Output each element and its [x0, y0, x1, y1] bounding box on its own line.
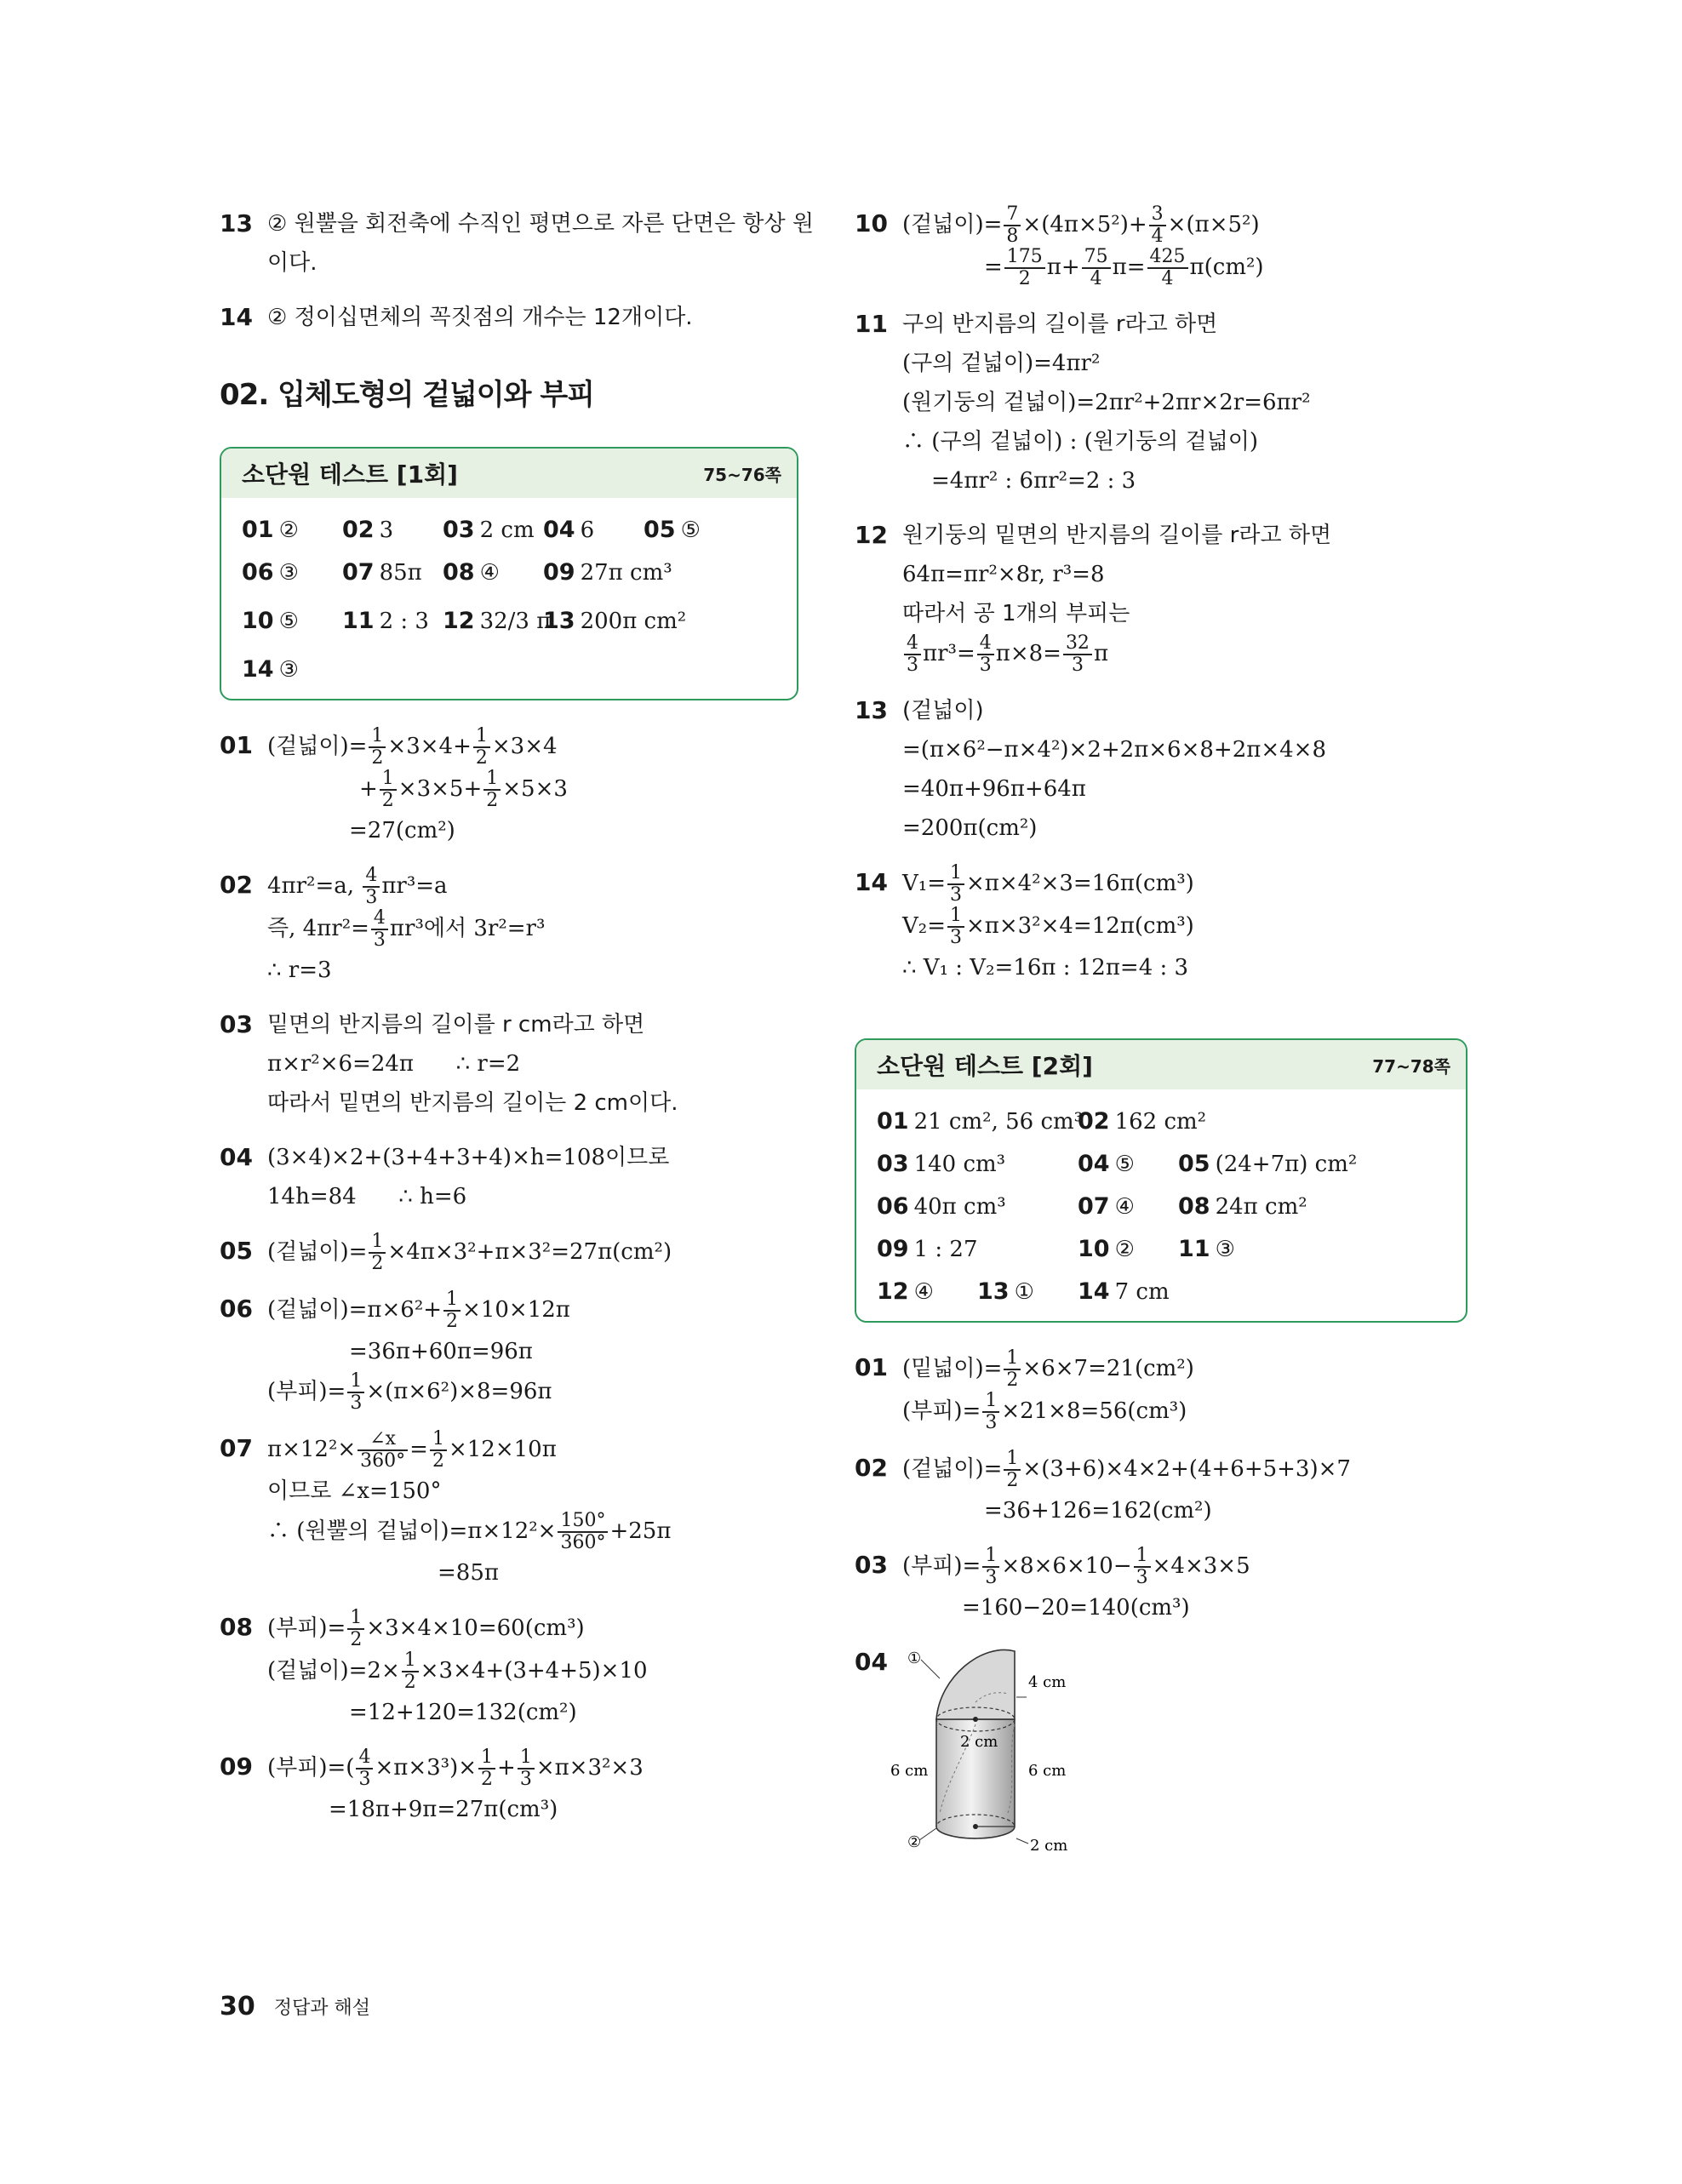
solution-line: V₁= $\frac{1}{3}$ ×π×4²×3=16π(cm³) [902, 862, 1194, 906]
solution-line: 따라서 공 1개의 부피는 [902, 601, 1130, 626]
answer-cell: 14 ③ [242, 655, 299, 683]
answer-cell: 09 1 : 27 [877, 1235, 978, 1262]
solution-01 [220, 726, 798, 850]
fraction: $\frac{1}{2}$ [478, 1747, 495, 1790]
fraction: $\frac{1}{2}$ [473, 726, 490, 769]
solution-09 [220, 1747, 798, 1829]
answer-cell: 03 2 cm [443, 516, 535, 543]
answer-row [877, 1270, 1445, 1312]
unit-test-box-1 [220, 447, 798, 700]
solution-line: (원기둥의 겉넓이)=2πr²+2πr×2r=6πr² [902, 390, 1311, 415]
item-number: 06 [220, 1295, 253, 1323]
item-number: 07 [220, 1434, 253, 1462]
solution-line: 따라서 밑면의 반지름의 길이는 2 cm이다. [267, 1090, 678, 1116]
solution-03 [220, 1005, 798, 1123]
fraction: $\frac{1}{3}$ [982, 1391, 999, 1433]
fraction: $\frac{425}{4}$ [1147, 247, 1188, 289]
item-number: 03 [855, 1551, 888, 1579]
fraction: $\frac{4}{3}$ [904, 633, 921, 676]
item-number: 09 [220, 1752, 253, 1781]
solution2-04 [855, 1643, 1467, 1864]
fraction: $\frac{4}{3}$ [977, 633, 994, 676]
cut-cylinder-figure [889, 1643, 1110, 1855]
solution-line: (겉넓이)= $\frac{1}{2}$ ×(3+6)×4×2+(4+6+5+3)×7 [902, 1448, 1351, 1491]
answer-cell: 09 27π cm³ [543, 558, 672, 586]
label-top: 4 cm [1028, 1673, 1067, 1691]
answer-row [877, 1100, 1445, 1142]
fraction: $\frac{1}{2}$ [1004, 1348, 1021, 1391]
item-number: 01 [855, 1353, 888, 1381]
solution-line: V₂= $\frac{1}{3}$ ×π×3²×4=12π(cm³) [902, 905, 1194, 948]
answer-cell: 12 32/3 π [443, 607, 552, 634]
answer-row [877, 1185, 1445, 1227]
fraction: $\frac{1}{2}$ [430, 1429, 447, 1472]
item-number: 02 [220, 871, 253, 899]
solution-12 [855, 516, 1467, 676]
solution2-03 [855, 1546, 1467, 1627]
box-pages: 77~78쪽 [1372, 1055, 1450, 1077]
item-number: 14 [220, 303, 253, 331]
solution-line: =12+120=132(cm²) [349, 1700, 577, 1725]
answer-cell: 14 7 cm [1078, 1278, 1170, 1305]
solution-line: (겉넓이)= $\frac{7}{8}$ ×(4π×5²)+ $\frac{3}{4}$ ×(π×5²) [902, 203, 1260, 247]
fraction: $\frac{1}{2}$ [369, 1232, 386, 1274]
solution-line: (겉넓이)= $\frac{1}{2}$ ×3×4+ $\frac{1}{2}$ ×3×4 [267, 725, 558, 769]
label-mid: 2 cm [960, 1733, 998, 1751]
solution-line: (겉넓이)=2× $\frac{1}{2}$ ×3×4+(3+4+5)×10 [267, 1649, 648, 1693]
box-answers [221, 498, 797, 699]
item-number: 04 [855, 1648, 888, 1676]
answer-row [242, 648, 776, 690]
solution-line: (부피)=( $\frac{4}{3}$ ×π×3³)× $\frac{1}{2}$ + $\frac{1}{3}$ ×π×3²×3 [267, 1747, 644, 1790]
solution-line: =160−20=140(cm³) [962, 1595, 1190, 1621]
left-column [220, 204, 814, 1844]
answer-cell: 01 ② [242, 516, 299, 543]
solution-line: =27(cm²) [349, 818, 455, 843]
answer-cell: 07 ④ [1078, 1192, 1135, 1220]
fraction: $\frac{4}{3}$ [371, 908, 388, 951]
solution-05 [220, 1232, 798, 1274]
unit-test-box-2 [855, 1038, 1467, 1323]
label-1: ① [907, 1649, 922, 1667]
label-bottom: 2 cm [1030, 1837, 1068, 1855]
fraction: $\frac{1}{2}$ [380, 769, 397, 811]
answer-cell: 06 ③ [242, 558, 299, 586]
item-number: 14 [855, 868, 888, 896]
cut-piece [936, 1649, 1015, 1719]
solution-line: =4πr² : 6πr²=2 : 3 [931, 468, 1136, 494]
solution-07 [220, 1429, 798, 1592]
solution-line: (부피)= $\frac{1}{3}$ ×8×6×10− $\frac{1}{3}$ ×4×3×5 [902, 1545, 1250, 1588]
fraction: $\frac{4}{3}$ [356, 1747, 373, 1790]
label-left: 6 cm [890, 1762, 929, 1780]
solution-line: 64π=πr²×8r, r³=8 [902, 562, 1105, 587]
fraction: $\frac{175}{2}$ [1004, 247, 1045, 289]
answer-cell: 10 ② [1078, 1235, 1135, 1262]
item-number: 13 [855, 696, 888, 724]
solution-line: =36+126=162(cm²) [984, 1498, 1212, 1524]
item-number: 11 [855, 310, 888, 338]
answer-row [877, 1142, 1445, 1185]
answer-cell: 12 ④ [877, 1278, 934, 1305]
solution-line: (부피)= $\frac{1}{3}$ ×21×8=56(cm³) [902, 1390, 1187, 1433]
fraction: $\frac{75}{4}$ [1082, 247, 1111, 289]
solution-line: $\frac{4}{3}$ πr³= $\frac{4}{3}$ π×8= $\frac{32}{3}$ π [902, 633, 1467, 676]
item-number: 12 [855, 521, 888, 549]
answer-text: ② 원뿔을 회전축에 수직인 평면으로 자른 단면은 항상 원 [267, 211, 814, 237]
item-number: 03 [220, 1010, 253, 1038]
answer-text: ② 정이십면체의 꼭짓점의 개수는 12개이다. [267, 305, 693, 330]
solution-line: =200π(cm²) [902, 815, 1038, 841]
page-footer [220, 1992, 370, 2021]
solution-04 [220, 1138, 798, 1216]
solution-11 [855, 305, 1467, 500]
solution-line: (겉넓이)=π×6²+ $\frac{1}{2}$ ×10×12π [267, 1289, 570, 1332]
solution2-01 [855, 1348, 1467, 1433]
fraction: $\frac{1}{2}$ [347, 1608, 364, 1650]
solution-line: =85π [438, 1560, 499, 1586]
solution-line: 밑면의 반지름의 길이를 r cm라고 하면 [267, 1012, 645, 1038]
solution-line: 이므로 ∠x=150° [267, 1478, 442, 1504]
solution-line: 14h=84 ∴ h=6 [267, 1184, 467, 1209]
fraction: $\frac{1}{2}$ [1004, 1449, 1021, 1491]
solution-14 [855, 863, 1467, 987]
fraction: $\frac{3}{4}$ [1149, 204, 1166, 247]
answer-cell: 07 85π [342, 558, 422, 586]
fraction: $\frac{\angle x}{360^\circ}$ [358, 1429, 408, 1472]
solution-line: ∴ V₁ : V₂=16π : 12π=4 : 3 [902, 955, 1189, 981]
answer-cell: 04 ⑤ [1078, 1150, 1135, 1177]
fraction: $\frac{7}{8}$ [1004, 204, 1021, 247]
solution-line: (구의 겉넓이)=4πr² [902, 351, 1101, 376]
label-2: ② [907, 1833, 922, 1851]
answer-cell: 11 2 : 3 [342, 607, 429, 634]
box-pages: 75~76쪽 [703, 464, 781, 485]
item-number: 02 [855, 1454, 888, 1482]
answer-cell: 06 40π cm³ [877, 1192, 1006, 1220]
fraction: $\frac{4}{3}$ [363, 866, 380, 908]
solution-line: (겉넓이) [902, 698, 984, 723]
box-answers [856, 1089, 1466, 1321]
fraction: $\frac{150^\circ}{360^\circ}$ [558, 1511, 608, 1553]
solution-line: 즉, 4πr²= $\frac{4}{3}$ πr³에서 3r²=r³ [267, 907, 546, 951]
solution-line: (부피)= $\frac{1}{2}$ ×3×4×10=60(cm³) [267, 1607, 585, 1650]
solution-line: 구의 반지름의 길이를 r라고 하면 [902, 312, 1218, 337]
answer-cell: 01 21 cm², 56 cm³ [877, 1107, 1084, 1135]
item-number: 08 [220, 1613, 253, 1641]
item-number: 10 [855, 209, 888, 237]
answer-cell: 10 ⑤ [242, 607, 299, 634]
solution-line: (3×4)×2+(3+4+3+4)×h=108이므로 [267, 1145, 670, 1170]
answer-row [242, 593, 776, 648]
solution-line: 원기둥의 밑면의 반지름의 길이를 r라고 하면 [902, 523, 1332, 548]
solution-line: π×r²×6=24π ∴ r=2 [267, 1051, 521, 1077]
solution-line: ∴ r=3 [267, 958, 332, 983]
fraction: $\frac{1}{3}$ [947, 906, 964, 948]
answer-13 [220, 204, 814, 283]
answer-cell: 05 ⑤ [644, 516, 701, 543]
box-header [856, 1040, 1466, 1089]
solution-line: = $\frac{175}{2}$ π+ $\frac{75}{4}$ π= $\frac{425}{4}$ π(cm²) [984, 246, 1264, 289]
answer-text: 이다. [267, 250, 318, 276]
solution-line: ∴ (구의 겉넓이) : (원기둥의 겉넓이) [902, 429, 1259, 455]
answer-cell: 02 3 [342, 516, 394, 543]
fraction: $\frac{1}{3}$ [1134, 1546, 1151, 1588]
fraction: $\frac{1}{2}$ [483, 769, 501, 811]
answer-cell: 02 162 cm² [1078, 1107, 1207, 1135]
answer-cell: 08 24π cm² [1178, 1192, 1307, 1220]
answer-row [877, 1227, 1445, 1270]
fraction: $\frac{1}{3}$ [947, 863, 964, 906]
fraction: $\frac{1}{3}$ [982, 1546, 999, 1588]
solution-06 [220, 1289, 798, 1414]
solution-line: =(π×6²−π×4²)×2+2π×6×8+2π×4×8 [902, 737, 1326, 763]
solution-line: + $\frac{1}{2}$ ×3×5+ $\frac{1}{2}$ ×5×3 [359, 768, 568, 811]
solution-10 [855, 204, 1467, 289]
section-title: 02. 입체도형의 겉넓이와 부피 [220, 378, 595, 412]
solution-line: ∴ (원뿔의 겉넓이)=π×12²× $\frac{150^\circ}{360^\circ}$ +25π [267, 1510, 672, 1553]
answer-cell: 11 ③ [1178, 1235, 1235, 1262]
item-number: 01 [220, 731, 253, 759]
box-title: 소단원 테스트 [1회] [242, 460, 458, 489]
solution-line: (밑넓이)= $\frac{1}{2}$ ×6×7=21(cm²) [902, 1347, 1194, 1391]
footer-label: 정답과 해설 [273, 1998, 371, 2019]
answer-cell: 08 ④ [443, 558, 500, 586]
fraction: $\frac{1}{3}$ [518, 1747, 535, 1790]
fraction: $\frac{1}{2}$ [443, 1289, 461, 1332]
solution-line: =40π+96π+64π [902, 776, 1086, 802]
answer-cell: 13 ① [977, 1278, 1034, 1305]
answer-cell: 05 (24+7π) cm² [1178, 1150, 1358, 1177]
answer-row [242, 551, 776, 593]
answer-cell: 13 200π cm² [543, 607, 687, 634]
answer-14 [220, 298, 798, 337]
solution-line: =18π+9π=27π(cm³) [329, 1797, 558, 1822]
answer-row [242, 508, 776, 551]
page-number: 30 [220, 1992, 255, 2021]
item-number: 04 [220, 1143, 253, 1171]
answer-cell: 04 6 [543, 516, 595, 543]
item-number: 13 [220, 209, 253, 237]
item-number: 05 [220, 1237, 253, 1265]
solution-line: 4πr²=a, $\frac{4}{3}$ πr³=a [267, 865, 448, 908]
solution-line: π×12²× $\frac{\angle x}{360^\circ}$ = $\frac{1}{2}$ ×12×10π [267, 1428, 557, 1472]
solution-line: (부피)= $\frac{1}{3}$ ×(π×6²)×8=96π [267, 1370, 552, 1414]
solution-08 [220, 1608, 798, 1732]
box-header [221, 449, 797, 498]
solution-02 [220, 866, 798, 990]
solution-13 [855, 691, 1467, 848]
right-column [855, 204, 1467, 1879]
fraction: $\frac{1}{3}$ [347, 1371, 364, 1414]
box-title: 소단원 테스트 [2회] [877, 1052, 1093, 1080]
solution-line: (겉넓이)= $\frac{1}{2}$ ×4π×3²+π×3²=27π(cm²) [267, 1231, 672, 1274]
solution2-02 [855, 1449, 1467, 1530]
solution-line: =36π+60π=96π [349, 1339, 533, 1364]
fraction: $\frac{1}{2}$ [369, 726, 386, 769]
fraction: $\frac{1}{2}$ [402, 1650, 419, 1693]
fraction: $\frac{32}{3}$ [1063, 633, 1092, 676]
label-right: 6 cm [1028, 1762, 1067, 1780]
answer-cell: 03 140 cm³ [877, 1150, 1006, 1177]
